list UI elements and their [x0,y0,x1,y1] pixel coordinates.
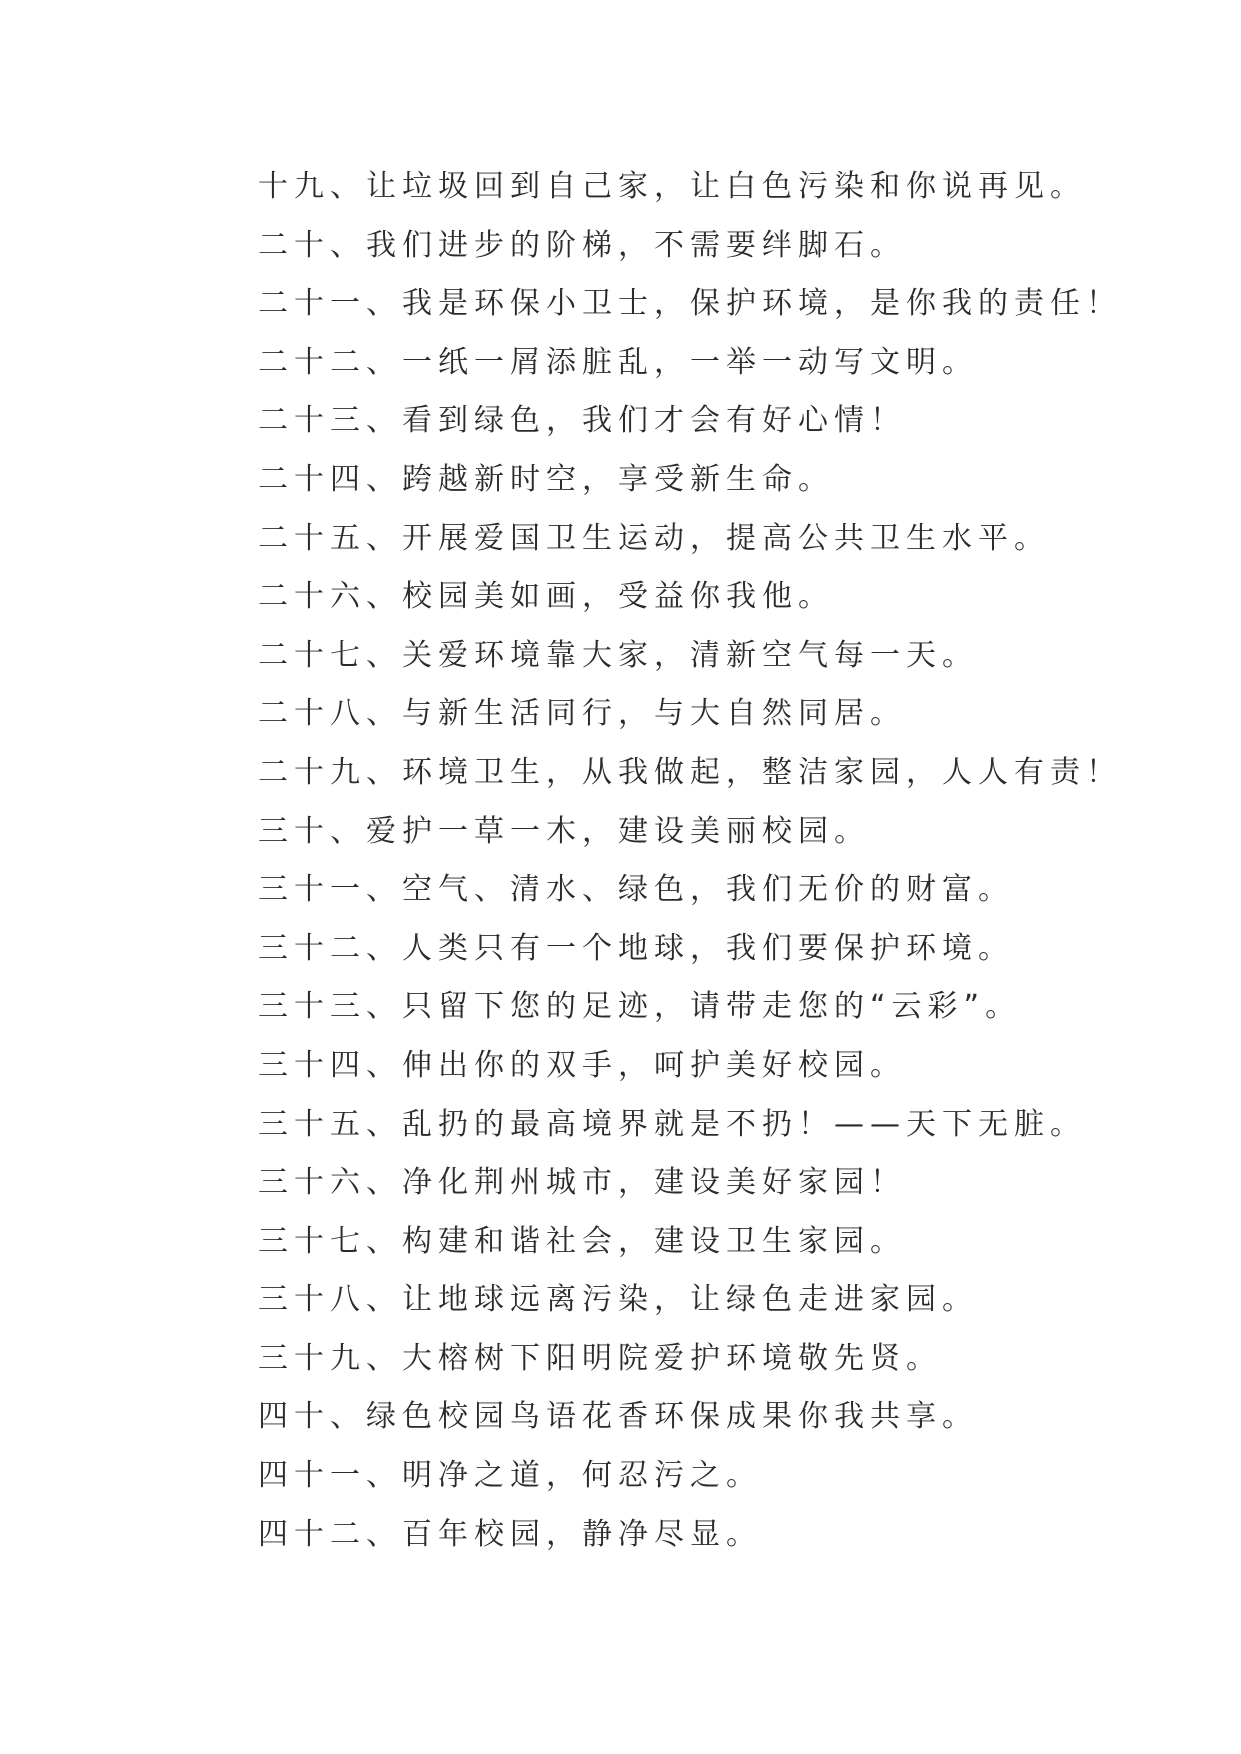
slogan-line-20: 二十、我们进步的阶梯，不需要绊脚石。 [258,227,906,263]
slogan-line-28: 二十八、与新生活同行，与大自然同居。 [258,696,906,732]
slogan-line-38: 三十八、让地球远离污染，让绿色走进家园。 [258,1282,978,1318]
slogan-list [258,158,1158,1564]
slogan-line-41: 四十一、明净之道，何忍污之。 [258,1458,762,1494]
slogan-line-22: 二十二、一纸一屑添脏乱，一举一动写文明。 [258,344,978,380]
slogan-line-40: 四十、绿色校园鸟语花香环保成果你我共享。 [258,1399,978,1435]
slogan-line-35: 三十五、乱扔的最高境界就是不扔！——天下无脏。 [258,1106,1086,1142]
slogan-line-26: 二十六、校园美如画，受益你我他。 [258,579,834,615]
slogan-line-29: 二十九、环境卫生，从我做起，整洁家园，人人有责！ [258,754,1122,790]
slogan-line-19: 十九、让垃圾回到自己家，让白色污染和你说再见。 [258,169,1086,204]
slogan-line-25: 二十五、开展爱国卫生运动，提高公共卫生水平。 [258,520,1050,556]
slogan-line-34: 三十四、伸出你的双手，呵护美好校园。 [258,1047,906,1083]
slogan-line-31: 三十一、空气、清水、绿色，我们无价的财富。 [258,872,1014,908]
slogan-line-39: 三十九、大榕树下阳明院爱护环境敬先贤。 [258,1340,942,1376]
slogan-line-24: 二十四、跨越新时空，享受新生命。 [258,461,834,497]
slogan-line-42: 四十二、百年校园，静净尽显。 [258,1516,762,1552]
slogan-line-27: 二十七、关爱环境靠大家，清新空气每一天。 [258,637,978,673]
slogan-line-23: 二十三、看到绿色，我们才会有好心情！ [258,403,906,439]
slogan-line-21: 二十一、我是环保小卫士，保护环境，是你我的责任！ [258,286,1122,322]
slogan-line-36: 三十六、净化荆州城市，建设美好家园！ [258,1165,906,1201]
slogan-line-37: 三十七、构建和谐社会，建设卫生家园。 [258,1223,906,1259]
slogan-line-30: 三十、爱护一草一木，建设美丽校园。 [258,813,870,849]
slogan-line-32: 三十二、人类只有一个地球，我们要保护环境。 [258,930,1014,966]
slogan-line-33: 三十三、只留下您的足迹，请带走您的“云彩”。 [258,989,1022,1025]
